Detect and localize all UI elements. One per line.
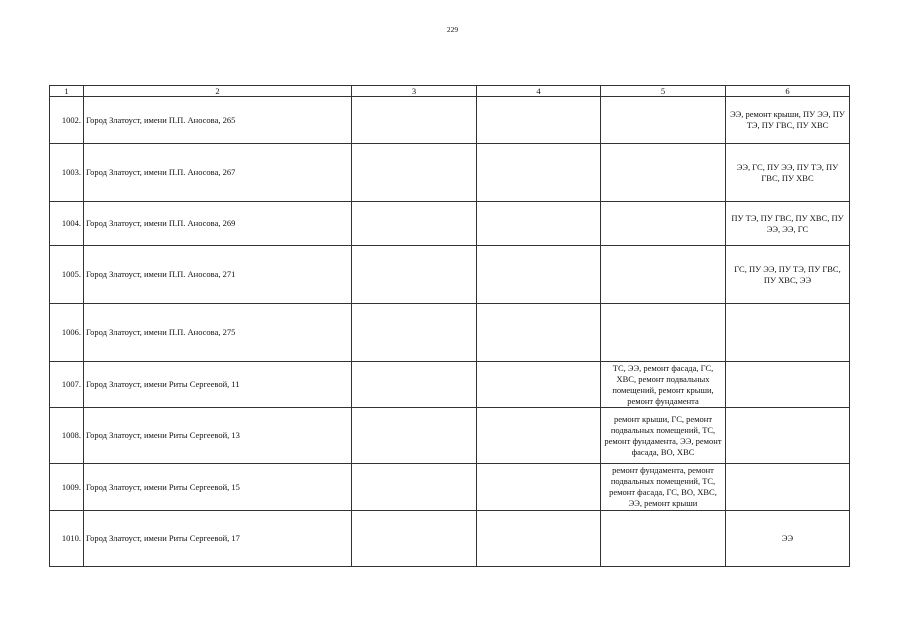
column-4-cell bbox=[477, 464, 601, 511]
table-row bbox=[50, 408, 850, 464]
column-5-cell: ремонт крыши, ГС, ремонт подвальных помещений, ТС, ремонт фундамента, ЭЭ, ремонт фасада, ВО, ХВС bbox=[601, 408, 726, 464]
address-cell: Город Златоуст, имени Риты Сергеевой, 11 bbox=[84, 362, 352, 408]
column-6-cell: ЭЭ, ремонт крыши, ПУ ЭЭ, ПУ ТЭ, ПУ ГВС, ПУ ХВС bbox=[726, 97, 850, 144]
column-3-cell bbox=[352, 464, 477, 511]
address-cell: Город Златоуст, имени П.П. Аносова, 271 bbox=[84, 246, 352, 304]
column-5-cell bbox=[601, 97, 726, 144]
table-row bbox=[50, 362, 850, 408]
column-3-cell bbox=[352, 408, 477, 464]
row-number: 1009. bbox=[50, 464, 84, 511]
column-3-cell bbox=[352, 246, 477, 304]
column-3-cell bbox=[352, 144, 477, 202]
column-4-cell bbox=[477, 408, 601, 464]
column-4-cell bbox=[477, 97, 601, 144]
column-5-cell bbox=[601, 304, 726, 362]
column-6-cell: ГС, ПУ ЭЭ, ПУ ТЭ, ПУ ГВС, ПУ ХВС, ЭЭ bbox=[726, 246, 850, 304]
register-table bbox=[49, 85, 850, 567]
table-row bbox=[50, 511, 850, 567]
column-header-3: 3 bbox=[352, 86, 477, 97]
address-cell: Город Златоуст, имени Риты Сергеевой, 17 bbox=[84, 511, 352, 567]
table-row bbox=[50, 202, 850, 246]
row-number: 1007. bbox=[50, 362, 84, 408]
column-header-6: 6 bbox=[726, 86, 850, 97]
column-header-2: 2 bbox=[84, 86, 352, 97]
table-header-row bbox=[50, 86, 850, 97]
address-cell: Город Златоуст, имени П.П. Аносова, 267 bbox=[84, 144, 352, 202]
column-6-cell bbox=[726, 304, 850, 362]
column-6-cell bbox=[726, 408, 850, 464]
column-4-cell bbox=[477, 144, 601, 202]
page-number: 229 bbox=[446, 25, 459, 34]
column-5-cell: ТС, ЭЭ, ремонт фасада, ГС, ХВС, ремонт подвальных помещений, ремонт крыши, ремонт фундамента bbox=[601, 362, 726, 408]
column-5-cell bbox=[601, 202, 726, 246]
row-number: 1002. bbox=[50, 97, 84, 144]
column-3-cell bbox=[352, 202, 477, 246]
column-4-cell bbox=[477, 362, 601, 408]
address-cell: Город Златоуст, имени П.П. Аносова, 269 bbox=[84, 202, 352, 246]
column-header-1: 1 bbox=[50, 86, 84, 97]
address-cell: Город Златоуст, имени П.П. Аносова, 265 bbox=[84, 97, 352, 144]
column-6-cell: ПУ ТЭ, ПУ ГВС, ПУ ХВС, ПУ ЭЭ, ЭЭ, ГС bbox=[726, 202, 850, 246]
column-3-cell bbox=[352, 362, 477, 408]
column-4-cell bbox=[477, 511, 601, 567]
column-6-cell: ЭЭ bbox=[726, 511, 850, 567]
table-row bbox=[50, 304, 850, 362]
address-cell: Город Златоуст, имени П.П. Аносова, 275 bbox=[84, 304, 352, 362]
table-row bbox=[50, 246, 850, 304]
row-number: 1005. bbox=[50, 246, 84, 304]
row-number: 1006. bbox=[50, 304, 84, 362]
row-number: 1004. bbox=[50, 202, 84, 246]
column-4-cell bbox=[477, 246, 601, 304]
row-number: 1008. bbox=[50, 408, 84, 464]
table-row bbox=[50, 464, 850, 511]
row-number: 1010. bbox=[50, 511, 84, 567]
column-5-cell bbox=[601, 144, 726, 202]
column-3-cell bbox=[352, 304, 477, 362]
column-6-cell: ЭЭ, ГС, ПУ ЭЭ, ПУ ТЭ, ПУ ГВС, ПУ ХВС bbox=[726, 144, 850, 202]
column-6-cell bbox=[726, 362, 850, 408]
table-row bbox=[50, 97, 850, 144]
column-5-cell: ремонт фундамента, ремонт подвальных помещений, ТС, ремонт фасада, ГС, ВО, ХВС, ЭЭ, ремонт крыши bbox=[601, 464, 726, 511]
column-5-cell bbox=[601, 511, 726, 567]
column-3-cell bbox=[352, 97, 477, 144]
table-row bbox=[50, 144, 850, 202]
column-6-cell bbox=[726, 464, 850, 511]
column-3-cell bbox=[352, 511, 477, 567]
column-header-4: 4 bbox=[477, 86, 601, 97]
address-cell: Город Златоуст, имени Риты Сергеевой, 13 bbox=[84, 408, 352, 464]
address-cell: Город Златоуст, имени Риты Сергеевой, 15 bbox=[84, 464, 352, 511]
column-5-cell bbox=[601, 246, 726, 304]
row-number: 1003. bbox=[50, 144, 84, 202]
column-4-cell bbox=[477, 202, 601, 246]
column-header-5: 5 bbox=[601, 86, 726, 97]
column-4-cell bbox=[477, 304, 601, 362]
